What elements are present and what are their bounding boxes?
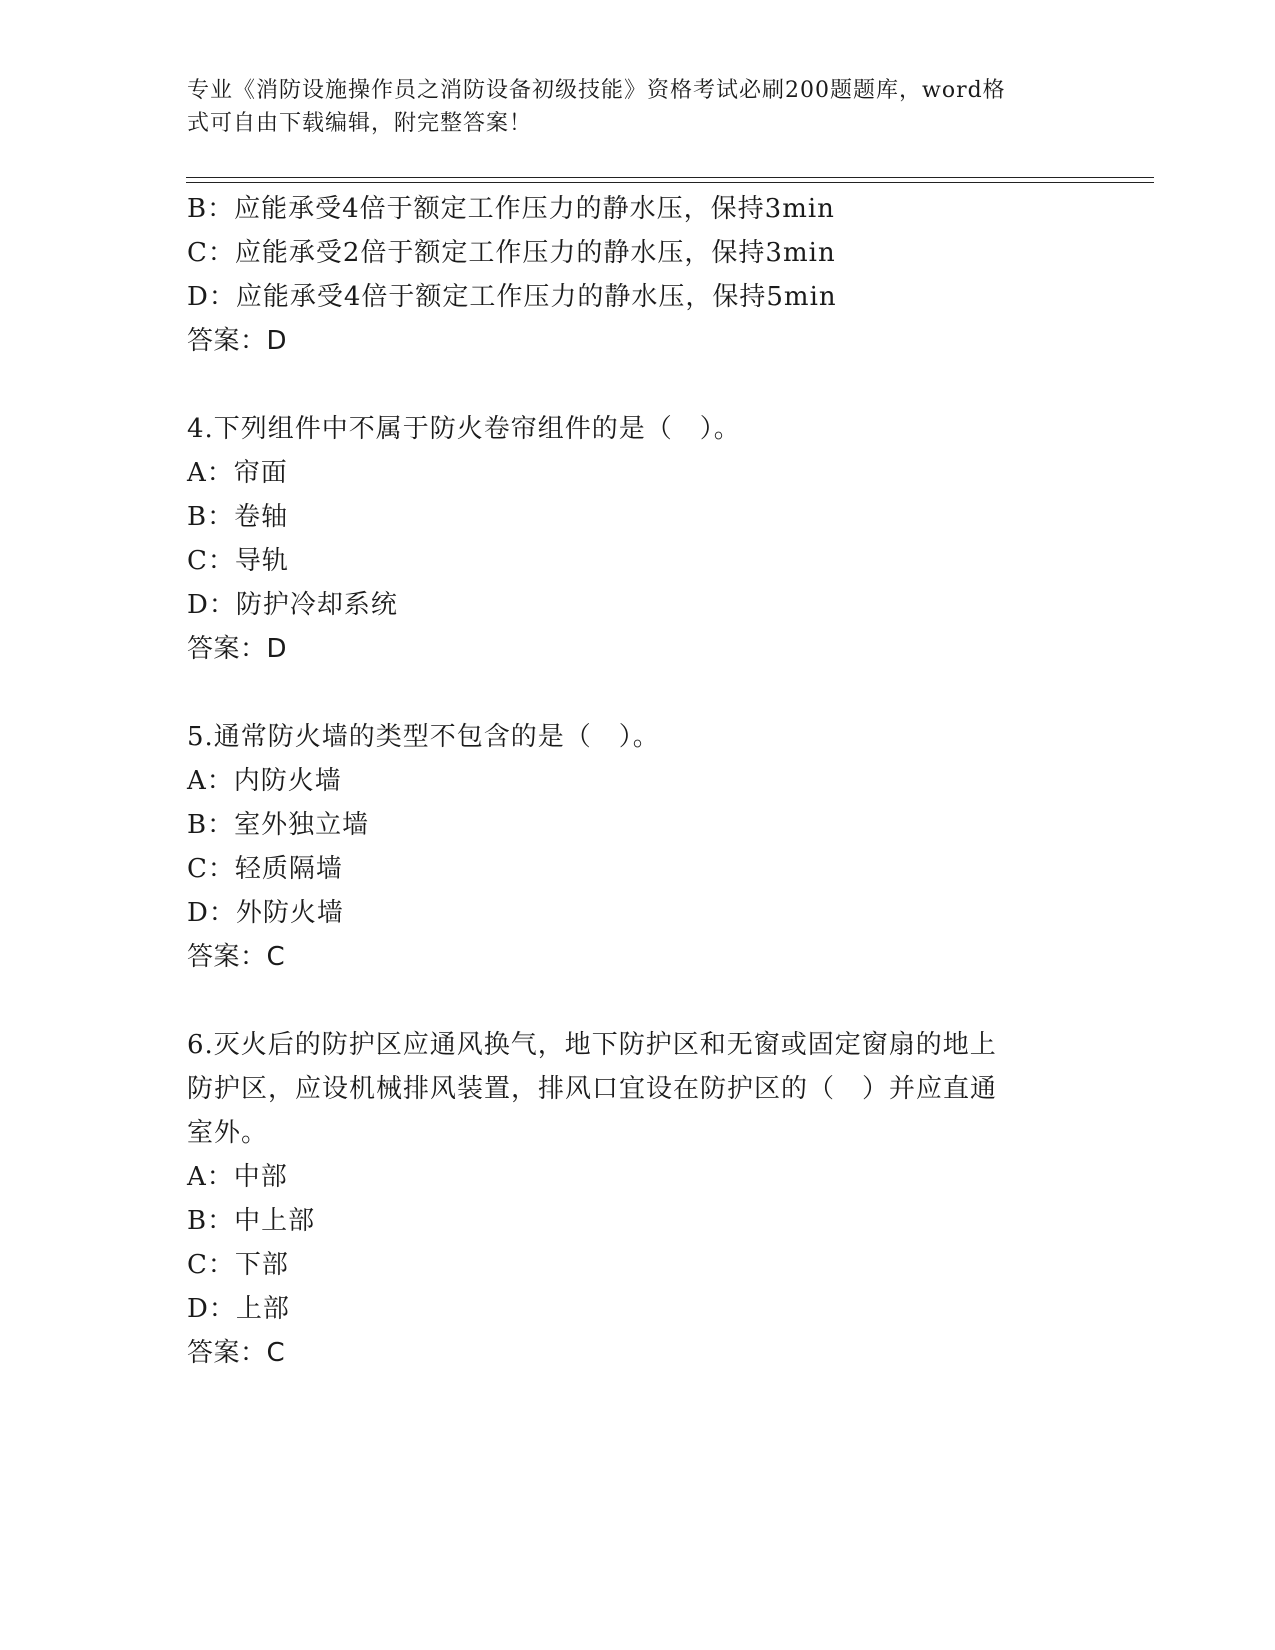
q6-question-line-2: 防护区，应设机械排风装置，排风口宜设在防护区的（ ）并应直通 xyxy=(187,1074,998,1104)
header-line-2: 式可自由下载编辑，附完整答案！ xyxy=(187,111,533,136)
q4-option-b: B：卷轴 xyxy=(187,502,289,532)
q6-option-b: B：中上部 xyxy=(187,1206,316,1236)
q6-answer: 答案：C xyxy=(187,1338,286,1368)
q4-option-c: C：导轨 xyxy=(187,546,289,576)
q4-option-a: A：帘面 xyxy=(187,458,288,488)
document-header xyxy=(187,74,1067,140)
q3-answer: 答案：D xyxy=(187,326,288,356)
q3-option-b: B：应能承受4倍于额定工作压力的静水压，保持3min xyxy=(187,194,835,224)
header-line-1: 专业《消防设施操作员之消防设备初级技能》资格考试必刷200题题库，word格 xyxy=(187,78,1006,103)
header-divider-bottom xyxy=(186,182,1154,183)
q5-option-d: D：外防火墙 xyxy=(187,898,344,928)
q5-option-b: B：室外独立墙 xyxy=(187,810,370,840)
q5-option-c: C：轻质隔墙 xyxy=(187,854,343,884)
q4-question: 4.下列组件中不属于防火卷帘组件的是（ ）。 xyxy=(187,414,741,444)
q3-option-d: D：应能承受4倍于额定工作压力的静水压，保持5min xyxy=(187,282,837,312)
q5-option-a: A：内防火墙 xyxy=(187,766,342,796)
q4-option-d: D：防护冷却系统 xyxy=(187,590,398,620)
q6-question-line-3: 室外。 xyxy=(187,1118,269,1148)
q6-question-line-1: 6.灭火后的防护区应通风换气，地下防护区和无窗或固定窗扇的地上 xyxy=(187,1030,997,1060)
q6-option-c: C：下部 xyxy=(187,1250,289,1280)
q6-option-d: D：上部 xyxy=(187,1294,290,1324)
q6-option-a: A：中部 xyxy=(187,1162,288,1192)
q5-question: 5.通常防火墙的类型不包含的是（ ）。 xyxy=(187,722,660,752)
header-divider-top xyxy=(186,177,1154,178)
q5-answer: 答案：C xyxy=(187,942,286,972)
q4-answer: 答案：D xyxy=(187,634,288,664)
q3-option-c: C：应能承受2倍于额定工作压力的静水压，保持3min xyxy=(187,238,836,268)
